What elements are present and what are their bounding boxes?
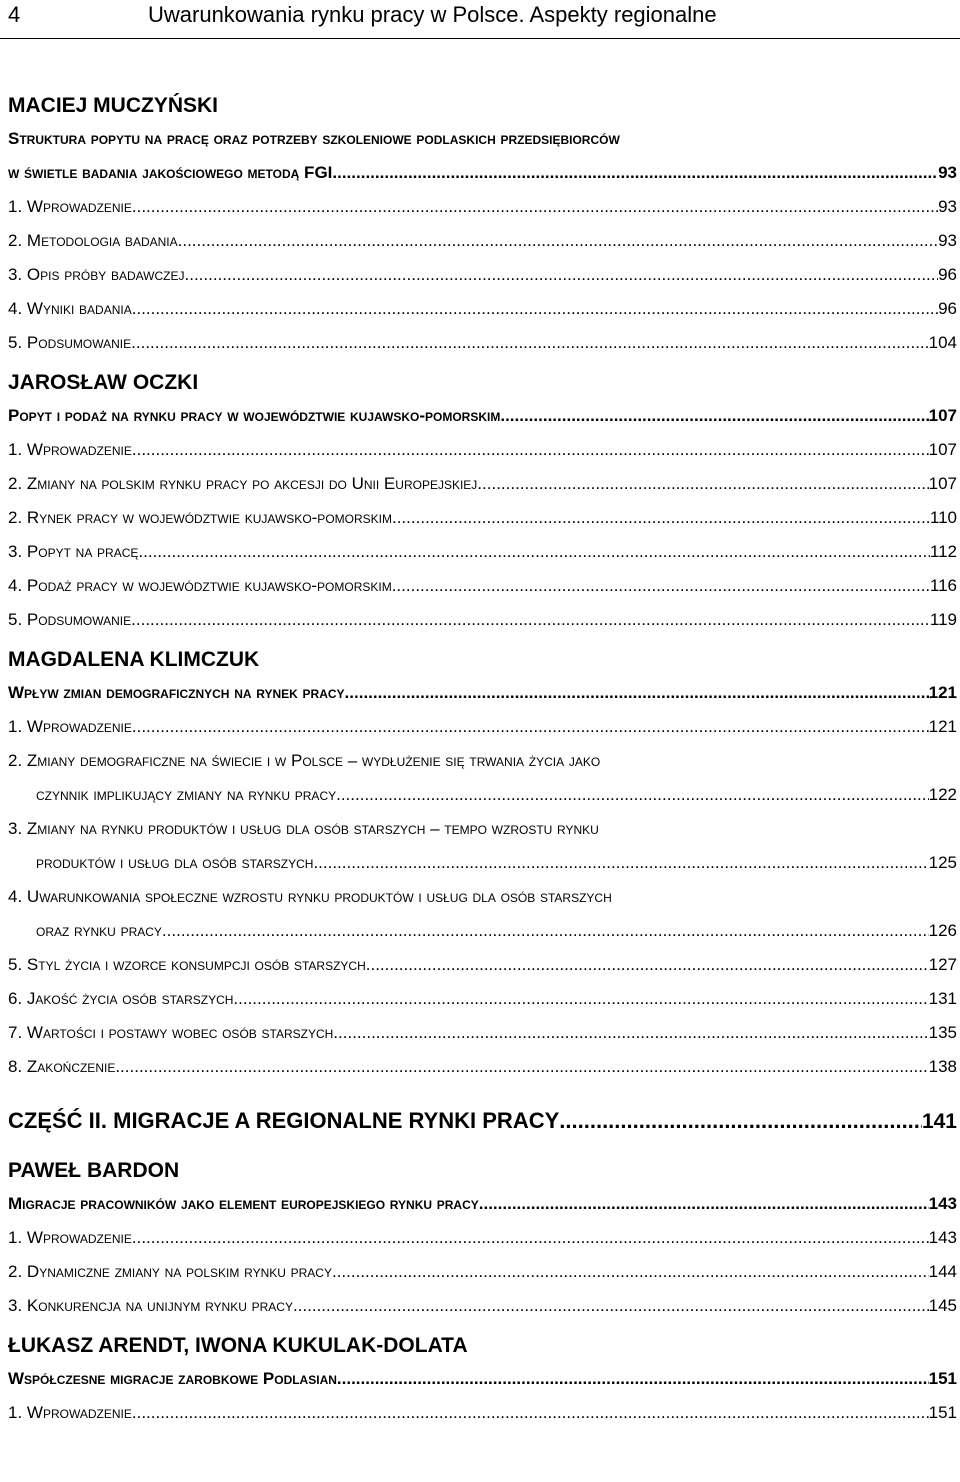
toc-entry: [8, 1255, 957, 1289]
dot-leader: [333, 1016, 928, 1050]
dot-leader: [115, 1050, 928, 1084]
toc-entry-line: [8, 880, 957, 914]
toc-entry: [8, 914, 957, 948]
author-name: MACIEJ MUCZYŃSKI: [8, 94, 219, 117]
dot-leader: [233, 982, 928, 1016]
entry-number: 4.: [8, 576, 23, 595]
page-ref: 107: [928, 440, 957, 459]
entry-title: Zakończenie: [26, 1057, 116, 1076]
table-of-contents: [8, 40, 957, 1430]
entry-number: 2.: [8, 508, 23, 527]
page-ref: 151: [928, 1403, 957, 1422]
page-ref: 93: [938, 231, 957, 250]
entry-number: 7.: [8, 1023, 23, 1042]
entry-title: Metodologia badania: [26, 231, 178, 250]
entry-title: Wprowadzenie: [26, 717, 132, 736]
entry-title: Zmiany na polskim rynku pracy po akcesji do Unii Europejskiej: [26, 474, 478, 493]
toc-entry: [8, 569, 957, 603]
chapter-title-line: Migracje pracowników jako element europejskiego rynku pracy: [8, 1194, 479, 1213]
page-ref: 122: [928, 785, 957, 804]
entry-title: Jakość życia osób starszych: [26, 989, 234, 1008]
entry-title: Konkurencja na unijnym rynku pracy: [26, 1296, 293, 1315]
toc-entry: [8, 326, 957, 360]
running-title: Uwarunkowania rynku pracy w Polsce. Aspekty regionalne: [148, 2, 717, 27]
page-ref: 112: [929, 542, 957, 561]
chapter-title-entry: [8, 156, 957, 190]
toc-entry: [8, 1289, 957, 1323]
dot-leader: [336, 778, 929, 812]
author-name: MAGDALENA KLIMCZUK: [8, 648, 260, 671]
page-number: 4: [8, 2, 21, 27]
dot-leader: [366, 948, 929, 982]
entry-number: 5.: [8, 610, 23, 629]
entry-title-continued: produktów i usług dla osób starszych: [36, 853, 314, 872]
toc-entry: [8, 535, 957, 569]
entry-number: 2.: [8, 751, 23, 770]
dot-leader: [132, 292, 938, 326]
entry-number: 1.: [8, 1403, 23, 1422]
chapter-title-line: Popyt i podaż na rynku pracy w województwie kujawsko-pomorskim: [8, 406, 501, 425]
page-ref: 143: [928, 1228, 957, 1247]
entry-number: 3.: [8, 1296, 23, 1315]
page-ref: 110: [929, 508, 957, 527]
toc-entry: [8, 1050, 957, 1084]
toc-entry: [8, 292, 957, 326]
entry-title: Dynamiczne zmiany na polskim rynku pracy: [26, 1262, 332, 1281]
page-ref: 119: [929, 610, 957, 629]
dot-leader: [337, 1362, 929, 1396]
author-name: JAROSŁAW OCZKI: [8, 371, 199, 394]
author-name: PAWEŁ BARDON: [8, 1159, 180, 1182]
dot-leader: [132, 710, 929, 744]
dot-leader: [178, 224, 938, 258]
page-ref: 141: [921, 1110, 957, 1133]
dot-leader: [132, 190, 938, 224]
dot-leader: [293, 1289, 929, 1323]
toc-entry: [8, 948, 957, 982]
entry-title-continued: oraz rynku pracy: [36, 921, 162, 940]
toc-entry: [8, 1016, 957, 1050]
entry-number: 1.: [8, 197, 23, 216]
dot-leader: [332, 156, 938, 190]
entry-title: Wprowadzenie: [26, 197, 132, 216]
entry-title: Rynek pracy w województwie kujawsko-pomorskim: [26, 508, 392, 527]
page-ref: 107: [928, 406, 957, 425]
dot-leader: [132, 433, 929, 467]
entry-number: 5.: [8, 333, 23, 352]
page-ref: 125: [928, 853, 957, 872]
author-name: ŁUKASZ ARENDT, IWONA KUKULAK-DOLATA: [8, 1334, 468, 1357]
toc-entry: [8, 467, 957, 501]
toc-entry: [8, 433, 957, 467]
entry-title: Wartości i postawy wobec osób starszych: [26, 1023, 334, 1042]
page-ref: 104: [928, 333, 957, 352]
dot-leader: [479, 1187, 929, 1221]
dot-leader: [138, 535, 929, 569]
page-ref: 138: [928, 1057, 957, 1076]
dot-leader: [332, 1255, 929, 1289]
entry-title: Zmiany demograficzne na świecie i w Polsce – wydłużenie się trwania życia jako: [26, 751, 601, 770]
entry-title: Wprowadzenie: [26, 1403, 132, 1422]
page-ref: 145: [928, 1296, 957, 1315]
entry-title-continued: czynnik implikujący zmiany na rynku pracy: [36, 785, 337, 804]
chapter-title-line: Wpływ zmian demograficznych na rynek pracy: [8, 683, 345, 702]
entry-number: 2.: [8, 1262, 23, 1281]
dot-leader: [162, 914, 929, 948]
page-ref: 127: [928, 955, 957, 974]
entry-number: 5.: [8, 955, 23, 974]
page-ref: 96: [938, 265, 957, 284]
toc-entry: [8, 603, 957, 637]
entry-title: Wyniki badania: [26, 299, 132, 318]
page-header: [0, 0, 960, 39]
entry-title: Zmiany na rynku produktów i usług dla osób starszych – tempo wzrostu rynku: [26, 819, 599, 838]
toc-entry-line: [8, 744, 957, 778]
chapter-title-entry: [8, 676, 957, 710]
toc-entry: [8, 1396, 957, 1430]
page-ref: 126: [928, 921, 957, 940]
entry-title: Podsumowanie: [26, 333, 132, 352]
entry-number: 2.: [8, 474, 23, 493]
dot-leader: [313, 846, 928, 880]
dot-leader: [185, 258, 939, 292]
dot-leader: [132, 1221, 929, 1255]
dot-leader: [132, 1396, 929, 1430]
page-ref: 121: [928, 717, 957, 736]
chapter-title-line: Współczesne migracje zarobkowe Podlasian: [8, 1369, 337, 1388]
dot-leader: [500, 399, 928, 433]
page-ref: 116: [929, 576, 957, 595]
entry-number: 3.: [8, 265, 23, 284]
toc-entry: [8, 258, 957, 292]
dot-leader: [392, 569, 930, 603]
toc-entry: [8, 710, 957, 744]
page-ref: 107: [928, 474, 957, 493]
entry-number: 1.: [8, 1228, 23, 1247]
entry-title: Wprowadzenie: [26, 1228, 132, 1247]
entry-number: 3.: [8, 542, 23, 561]
entry-title: Uwarunkowania społeczne wzrostu rynku produktów i usług dla osób starszych: [26, 887, 612, 906]
page-ref: 93: [938, 197, 957, 216]
page-ref: 144: [928, 1262, 957, 1281]
toc-entry: [8, 778, 957, 812]
entry-title: Popyt na pracę: [26, 542, 139, 561]
entry-title: Podsumowanie: [26, 610, 132, 629]
toc-entry: [8, 846, 957, 880]
toc-entry: [8, 190, 957, 224]
entry-title: Opis próby badawczej: [26, 265, 185, 284]
entry-number: 4.: [8, 299, 23, 318]
dot-leader: [345, 676, 929, 710]
toc-entry-line: [8, 812, 957, 846]
entry-number: 6.: [8, 989, 23, 1008]
page-ref: 151: [928, 1369, 957, 1388]
toc-entry: [8, 982, 957, 1016]
entry-number: 1.: [8, 440, 23, 459]
entry-number: 3.: [8, 819, 23, 838]
toc-entry: [8, 1221, 957, 1255]
page-ref: 96: [938, 299, 957, 318]
toc-entry: [8, 224, 957, 258]
dot-leader: [131, 603, 930, 637]
page-ref: 121: [928, 683, 957, 702]
entry-title: Styl życia i wzorce konsumpcji osób starszych: [26, 955, 366, 974]
chapter-title-line: w świetle badania jakościowego metodą FGI: [8, 163, 333, 182]
part-heading: [8, 1104, 957, 1139]
entry-number: 4.: [8, 887, 23, 906]
page-ref: 93: [938, 163, 957, 182]
entry-title: Wprowadzenie: [26, 440, 132, 459]
chapter-title-line: Struktura popytu na pracę oraz potrzeby szkoleniowe podlaskich przedsiębiorców: [8, 129, 620, 148]
page-ref: 131: [928, 989, 957, 1008]
chapter-title-entry: [8, 1362, 957, 1396]
dot-leader: [131, 326, 928, 360]
dot-leader: [559, 1104, 922, 1138]
dot-leader: [392, 501, 930, 535]
page-ref: 143: [928, 1194, 957, 1213]
chapter-title-entry: [8, 399, 957, 433]
entry-number: 2.: [8, 231, 23, 250]
page-ref: 135: [928, 1023, 957, 1042]
dot-leader: [477, 467, 928, 501]
entry-title: Podaż pracy w województwie kujawsko-pomorskim: [26, 576, 392, 595]
entry-number: 8.: [8, 1057, 23, 1076]
toc-entry: [8, 501, 957, 535]
part-title: CZĘŚĆ II. MIGRACJE A REGIONALNE RYNKI PRACY: [8, 1108, 560, 1133]
entry-number: 1.: [8, 717, 23, 736]
chapter-title-entry: [8, 1187, 957, 1221]
